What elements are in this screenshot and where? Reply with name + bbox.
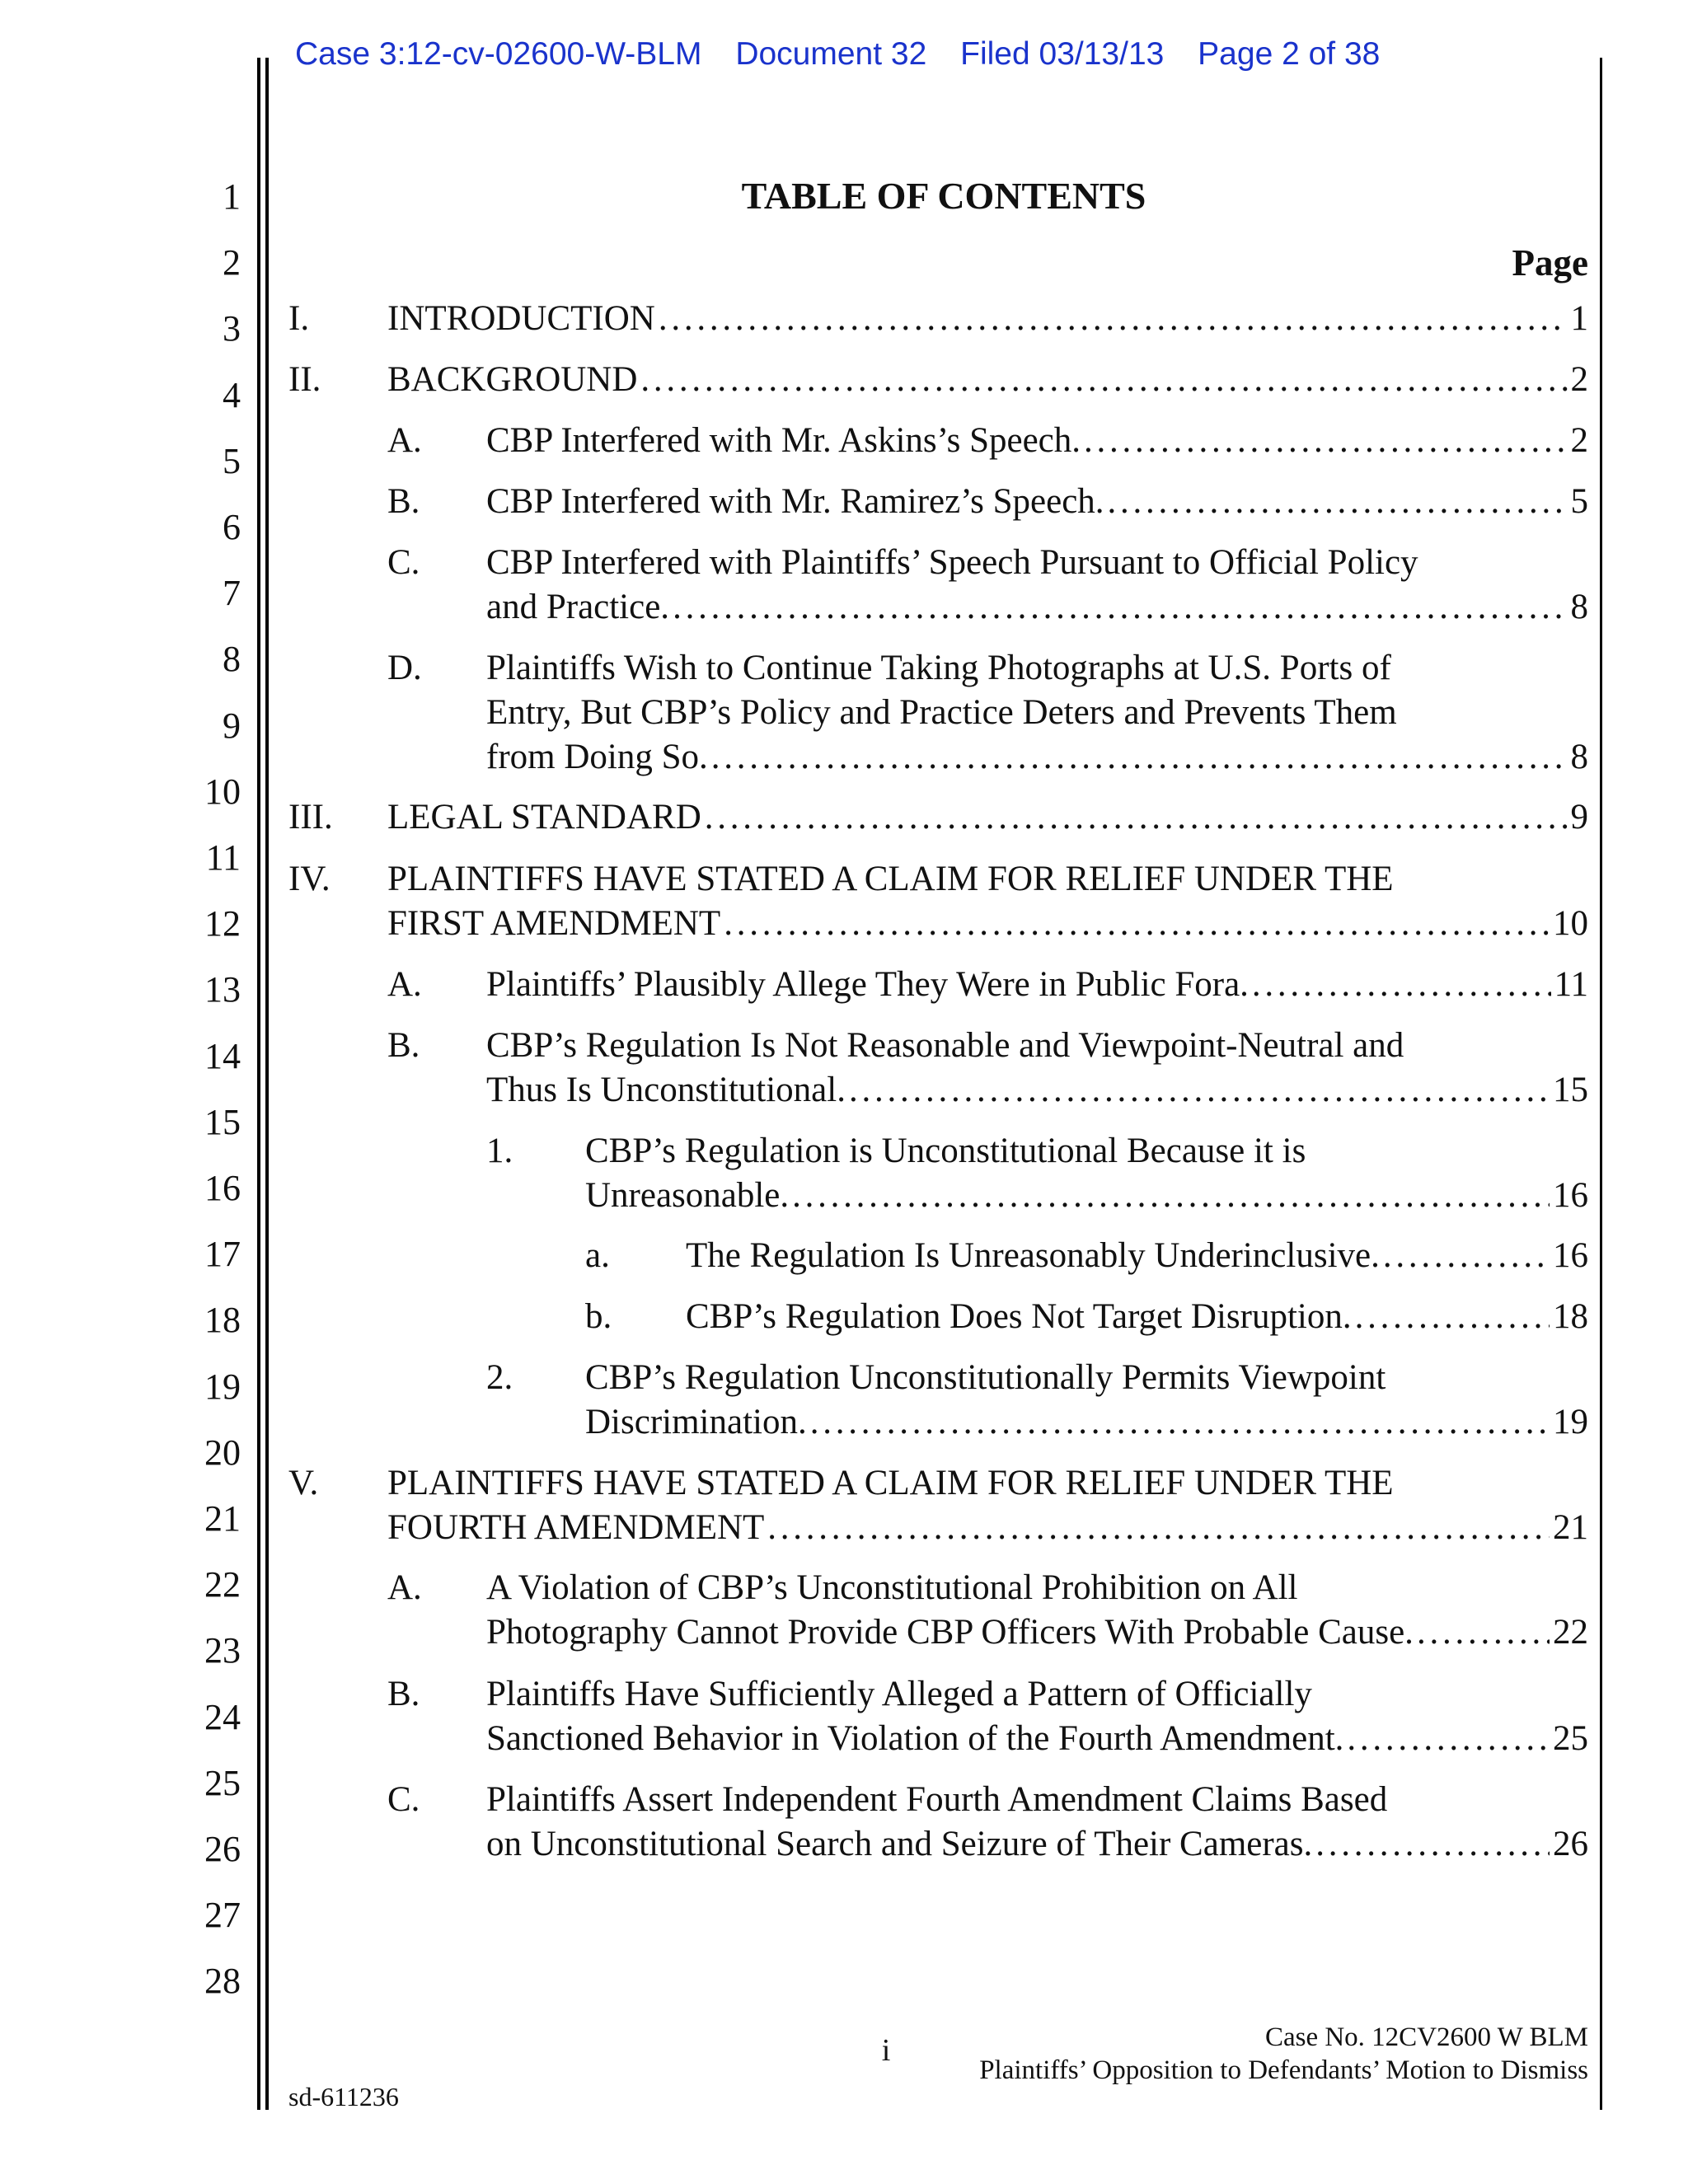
toc-entry (288, 857, 1588, 946)
toc-entry-text: PLAINTIFFS HAVE STATED A CLAIM FOR RELIEF UNDER THE (387, 1464, 1394, 1502)
dot-leader (849, 1068, 1550, 1113)
dot-leader (792, 1174, 1550, 1218)
toc-entry (387, 646, 1588, 780)
toc-page-number: 16 (1553, 1176, 1588, 1215)
case-header (295, 36, 1404, 73)
line-number: 18 (204, 1300, 241, 1341)
dot-leader (640, 358, 1567, 402)
toc-entry-text: BACKGROUND (387, 360, 638, 399)
toc-entry (387, 480, 1588, 524)
line-number: 11 (205, 837, 241, 878)
toc-entry-number: D. (387, 649, 422, 687)
footer-document-id: sd-611236 (288, 2082, 399, 2111)
toc-entry (387, 1672, 1588, 1761)
line-number: 27 (204, 1895, 241, 1936)
toc-page-number: 16 (1553, 1236, 1588, 1275)
line-number: 12 (204, 903, 241, 944)
toc-entry (288, 358, 1588, 402)
toc-entry-number: IV. (288, 860, 331, 898)
toc-entry-number: C. (387, 543, 420, 582)
dot-leader (810, 1400, 1550, 1445)
toc-entry (288, 795, 1588, 840)
line-number: 16 (204, 1168, 241, 1208)
toc-page-number: 5 (1570, 482, 1588, 521)
toc-page-number: 19 (1553, 1403, 1588, 1441)
toc-entry-text: INTRODUCTION (387, 299, 655, 338)
dot-leader (1383, 1234, 1550, 1278)
toc-entry-number: A. (387, 965, 422, 1004)
line-number: 8 (223, 639, 241, 680)
toc-page-number: 2 (1570, 360, 1588, 399)
toc-entry-text: CBP Interfered with Mr. Askins’s Speech. (486, 421, 1081, 460)
toc-entry-number: II. (288, 360, 321, 399)
toc-entry-text: CBP’s Regulation Is Not Reasonable and Viewpoint-Neutral and (486, 1026, 1404, 1065)
line-number: 10 (204, 771, 241, 812)
line-number: 13 (204, 969, 241, 1010)
line-number: 28 (204, 1961, 241, 2002)
toc-entry (387, 1024, 1588, 1113)
line-number: 2 (223, 242, 241, 284)
toc-entry-text: Sanctioned Behavior in Violation of the Fourth Amendment. (486, 1719, 1344, 1758)
toc-page-number: 1 (1570, 299, 1588, 338)
right-margin-rule (1600, 58, 1602, 2110)
header-case-number: Case 3:12-cv-02600-W-BLM (295, 36, 702, 72)
header-document-number: Document 32 (735, 36, 927, 72)
dot-leader (1315, 1822, 1550, 1867)
toc-entry (387, 1566, 1588, 1655)
toc-entry-text: Plaintiffs’ Plausibly Allege They Were in Public Fora. (486, 965, 1249, 1004)
line-number: 21 (204, 1498, 241, 1539)
toc-entry-text: Unreasonable. (585, 1176, 790, 1215)
toc-entry-text: CBP’s Regulation Unconstitutionally Permits Viewpoint (585, 1358, 1386, 1397)
line-number: 7 (223, 573, 241, 614)
toc-page-number: 21 (1553, 1508, 1588, 1547)
toc-entry-number: III. (288, 798, 333, 837)
line-number: 1 (223, 176, 241, 217)
footer-case-number: Case No. 12CV2600 W BLM (1264, 2022, 1588, 2052)
toc-entry-number: b. (585, 1297, 612, 1336)
toc-entry-number: B. (387, 1026, 420, 1065)
toc-entry (288, 1461, 1588, 1550)
footer-document-title: Plaintiffs’ Opposition to Defendants’ Motion to Dismiss (979, 2055, 1588, 2085)
toc-page-number: 25 (1553, 1719, 1588, 1758)
toc-page-number: 2 (1570, 421, 1588, 460)
page-column-label: Page (1512, 242, 1588, 284)
toc-entry-text: Discrimination. (585, 1403, 807, 1441)
footer-case-info (979, 2021, 1588, 2087)
toc-entry-text: Entry, But CBP’s Policy and Practice Deters and Prevents Them (486, 693, 1397, 732)
toc-entry-text: Plaintiffs Assert Independent Fourth Amendment Claims Based (486, 1780, 1388, 1819)
line-number: 24 (204, 1696, 241, 1737)
dot-leader (1108, 480, 1568, 524)
line-number: 25 (204, 1762, 241, 1803)
dot-leader (724, 902, 1550, 946)
toc-page-number: 10 (1553, 904, 1588, 943)
line-number: 26 (204, 1829, 241, 1869)
toc-entry (585, 1295, 1588, 1339)
dot-leader (1084, 419, 1568, 463)
line-number: 14 (204, 1035, 241, 1076)
toc-entry-number: B. (387, 1675, 420, 1713)
line-number: 5 (223, 440, 241, 481)
dot-leader (673, 585, 1567, 630)
toc-entry (387, 1778, 1588, 1867)
line-number: 9 (223, 705, 241, 746)
toc-entry (387, 963, 1588, 1007)
line-number: 23 (204, 1630, 241, 1671)
toc-entry-text: CBP Interfered with Plaintiffs’ Speech Pursuant to Official Policy (486, 543, 1418, 582)
toc-entry (585, 1234, 1588, 1278)
toc-entry-number: C. (387, 1780, 420, 1819)
toc-page-number: 18 (1553, 1297, 1588, 1336)
toc-entry-text: CBP’s Regulation Does Not Target Disruption. (686, 1297, 1352, 1336)
toc-entry (486, 1356, 1588, 1445)
dot-leader (1355, 1295, 1550, 1339)
line-number: 3 (223, 308, 241, 349)
toc-entry-text: from Doing So. (486, 738, 708, 776)
toc-page-number: 26 (1553, 1825, 1588, 1863)
toc-page-number: 15 (1553, 1071, 1588, 1109)
dot-leader (705, 795, 1568, 840)
toc-entry-number: 1. (486, 1132, 513, 1170)
toc-entry-text: LEGAL STANDARD (387, 798, 701, 837)
line-number: 19 (204, 1366, 241, 1407)
toc-entry-text: Photography Cannot Provide CBP Officers With Probable Cause. (486, 1613, 1414, 1652)
toc-entry-number: 2. (486, 1358, 513, 1397)
toc-entry-text: PLAINTIFFS HAVE STATED A CLAIM FOR RELIEF UNDER THE (387, 860, 1394, 898)
toc-entry-number: V. (288, 1464, 319, 1502)
left-margin-rule-outer (257, 58, 260, 2110)
dot-leader (1252, 963, 1551, 1007)
toc-entry-number: I. (288, 299, 310, 338)
toc-entry-number: A. (387, 1568, 422, 1607)
toc-entry-text: CBP Interfered with Mr. Ramirez’s Speech. (486, 482, 1104, 521)
toc-entry-text: The Regulation Is Unreasonably Underinclusive. (686, 1236, 1380, 1275)
dot-leader (1347, 1717, 1550, 1761)
toc-entry-text: Thus Is Unconstitutional. (486, 1071, 846, 1109)
toc-page-number: 8 (1570, 738, 1588, 776)
line-number: 22 (204, 1564, 241, 1605)
toc-entry-number: a. (585, 1236, 610, 1275)
dot-leader (767, 1506, 1550, 1550)
left-margin-rule-inner (265, 58, 269, 2110)
toc-page-number: 22 (1553, 1613, 1588, 1652)
toc-entry-text: on Unconstitutional Search and Seizure of Their Cameras. (486, 1825, 1313, 1863)
line-number: 17 (204, 1234, 241, 1275)
toc-page-number: 9 (1570, 798, 1588, 837)
toc-entry-text: Plaintiffs Wish to Continue Taking Photographs at U.S. Ports of (486, 649, 1391, 687)
toc-page-number: 8 (1570, 588, 1588, 626)
toc-entry-text: FIRST AMENDMENT (387, 904, 721, 943)
toc-entry-number: A. (387, 421, 422, 460)
header-page-count: Page 2 of 38 (1198, 36, 1381, 72)
toc-entry-text: CBP’s Regulation is Unconstitutional Because it is (585, 1132, 1306, 1170)
toc-page-number: 11 (1554, 965, 1588, 1004)
toc-entry-text: A Violation of CBP’s Unconstitutional Prohibition on All (486, 1568, 1298, 1607)
footer-page-number: i (881, 2033, 891, 2068)
page-title: TABLE OF CONTENTS (741, 175, 1146, 217)
line-number: 6 (223, 507, 241, 547)
toc-entry (288, 297, 1588, 341)
line-number: 4 (223, 374, 241, 415)
header-filed-date: Filed 03/13/13 (960, 36, 1165, 72)
toc-entry-text: FOURTH AMENDMENT (387, 1508, 765, 1547)
dot-leader (711, 735, 1568, 780)
dot-leader (1417, 1610, 1550, 1655)
line-number: 15 (204, 1101, 241, 1142)
toc-entry-text: Plaintiffs Have Sufficiently Alleged a Pattern of Officially (486, 1675, 1312, 1713)
dot-leader (659, 297, 1568, 341)
toc-entry (486, 1129, 1588, 1218)
toc-entry-text: and Practice. (486, 588, 670, 626)
line-number: 20 (204, 1432, 241, 1473)
toc-entry-number: B. (387, 482, 420, 521)
toc-entry (387, 541, 1588, 630)
toc-entry (387, 419, 1588, 463)
